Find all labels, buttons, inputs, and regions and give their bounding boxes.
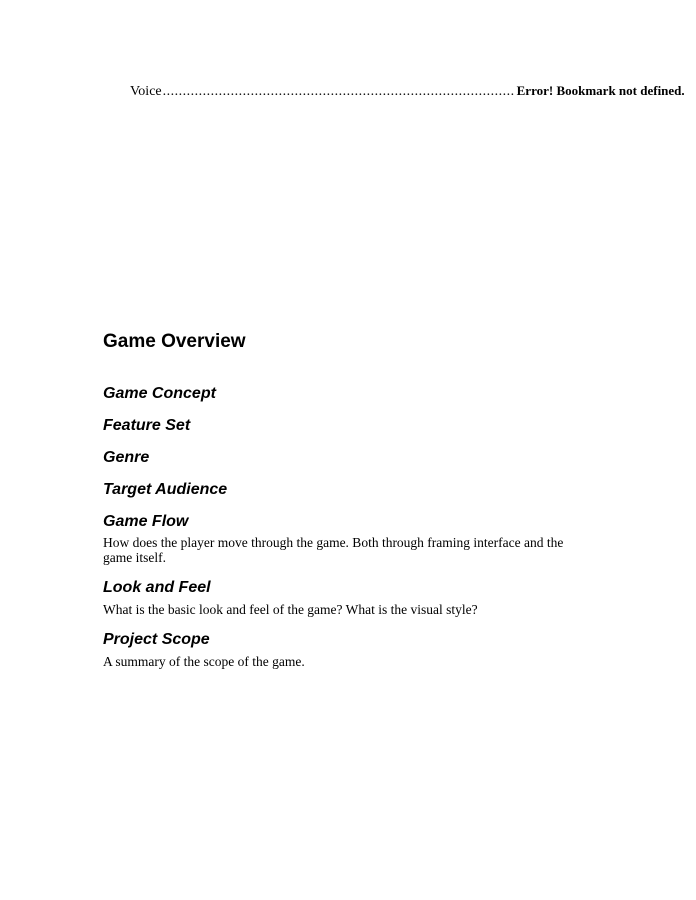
heading-feature-set: Feature Set xyxy=(103,417,191,434)
toc-entry-voice[interactable] xyxy=(130,82,685,100)
heading-genre: Genre xyxy=(103,449,150,466)
heading-look-and-feel: Look and Feel xyxy=(103,579,211,596)
paragraph-game-flow: How does the player move through the game. Both through framing interface and the game itself. xyxy=(103,535,564,565)
toc-entry-label: Voice xyxy=(130,84,162,99)
toc-dot-leader: ........................................................................................ xyxy=(162,84,515,99)
section-title: Game Overview xyxy=(103,331,246,352)
heading-game-concept: Game Concept xyxy=(103,385,216,402)
heading-target-audience: Target Audience xyxy=(103,481,228,498)
heading-game-flow: Game Flow xyxy=(103,513,189,530)
heading-project-scope: Project Scope xyxy=(103,631,210,648)
paragraph-project-scope: A summary of the scope of the game. xyxy=(103,654,305,669)
toc-entry-page-ref: Error! Bookmark not defined. xyxy=(516,83,685,98)
paragraph-look-and-feel: What is the basic look and feel of the game? What is the visual style? xyxy=(103,602,478,617)
